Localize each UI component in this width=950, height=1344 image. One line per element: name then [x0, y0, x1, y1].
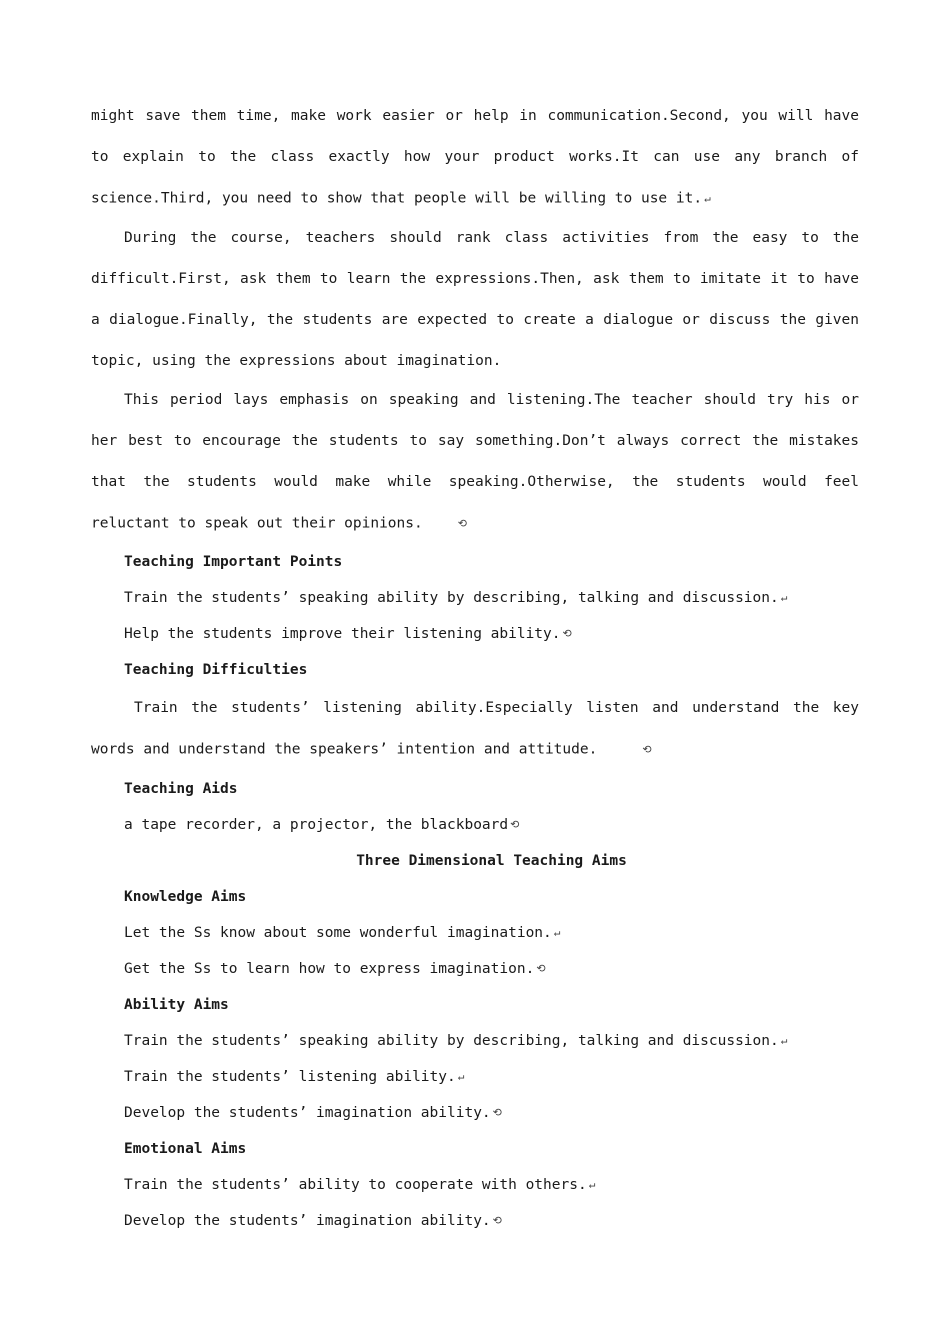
- item-text: Train the students’ speaking ability by describing, talking and discussion.: [124, 1032, 779, 1049]
- emotional-aim-item: [91, 1203, 859, 1239]
- line-break-mark-icon: ↵: [704, 192, 711, 205]
- item-text: a tape recorder, a projector, the blackboard: [124, 816, 509, 833]
- item-text: Train the students’ speaking ability by describing, talking and discussion.: [124, 590, 779, 606]
- item-text: Develop the students’ imagination ability.: [124, 1104, 491, 1121]
- line-break-mark-icon: ↵: [780, 591, 788, 604]
- paragraph-mark-icon: ⟲: [510, 817, 520, 831]
- knowledge-aim-item: [91, 915, 859, 951]
- item-text: Let the Ss know about some wonderful imagination.: [124, 924, 552, 941]
- paragraph-mark-icon: ⟲: [562, 627, 572, 640]
- ability-aim-item: [91, 1023, 859, 1059]
- paragraph-text: During the course, teachers should rank class activities from the easy to the difficult.First, ask them to learn the expressions.Then, ask them to imitate it to have a dialogue.Finally, the students are expected to create a dialogue or discuss the given topic, using the expressions about imagination.: [91, 229, 859, 369]
- item-text: Train the students’ listening ability.: [124, 1068, 456, 1085]
- paragraph-mark-icon: ⟲: [536, 961, 546, 975]
- item-text: Train the students’ listening ability.Especially listen and understand the key words and understand the speakers’ intention and attitude.: [91, 700, 859, 758]
- item-text: Help the students improve their listening ability.: [124, 626, 561, 642]
- important-point-item: [91, 616, 859, 652]
- item-text: Get the Ss to learn how to express imagination.: [124, 960, 535, 977]
- item-text: Develop the students’ imagination ability.: [124, 1212, 491, 1229]
- ability-aim-item: [91, 1059, 859, 1095]
- aids-text: [91, 807, 859, 843]
- document-page: [91, 96, 859, 1239]
- paragraph-text: might save them time, make work easier or help in communication.Second, you will have to explain to the class exactly how your product works.It can use any branch of science.Third, you need to show that people will be willing to use it.: [91, 108, 859, 207]
- paragraph-mark-icon: ⟲: [492, 1213, 502, 1227]
- paragraph-mark-icon: ⟲: [457, 516, 467, 530]
- important-point-item: [91, 580, 859, 616]
- paragraph-course-activities: [91, 218, 859, 382]
- line-break-mark-icon: ↵: [457, 1069, 465, 1083]
- line-break-mark-icon: ↵: [780, 1033, 788, 1047]
- heading-aids: Teaching Aids: [124, 780, 238, 797]
- heading-important-points: Teaching Important Points: [124, 554, 343, 570]
- paragraph-mark-icon: ⟲: [642, 743, 652, 756]
- item-text: Train the students’ ability to cooperate with others.: [124, 1176, 587, 1193]
- line-break-mark-icon: ↵: [588, 1177, 596, 1191]
- heading-ability-aims: Ability Aims: [124, 996, 229, 1013]
- ability-aim-item: [91, 1095, 859, 1131]
- emotional-aim-item: [91, 1167, 859, 1203]
- paragraph-text: This period lays emphasis on speaking and listening.The teacher should try his or her best to encourage the students to say something.Don’t always correct the mistakes that the students would make while speaking.Otherwise, the students would feel reluctant to speak out their opinions.: [91, 391, 859, 531]
- paragraph-mark-icon: ⟲: [492, 1105, 502, 1119]
- paragraph-period-emphasis: [91, 380, 859, 545]
- aims-title: Three Dimensional Teaching Aims: [356, 852, 627, 869]
- paragraph-product-instructions: [91, 96, 859, 220]
- line-break-mark-icon: ↵: [553, 925, 561, 939]
- knowledge-aim-item: [91, 951, 859, 987]
- difficulties-text: [91, 688, 859, 771]
- heading-emotional-aims: Emotional Aims: [124, 1140, 247, 1157]
- heading-knowledge-aims: Knowledge Aims: [124, 888, 247, 905]
- heading-difficulties: Teaching Difficulties: [124, 662, 308, 678]
